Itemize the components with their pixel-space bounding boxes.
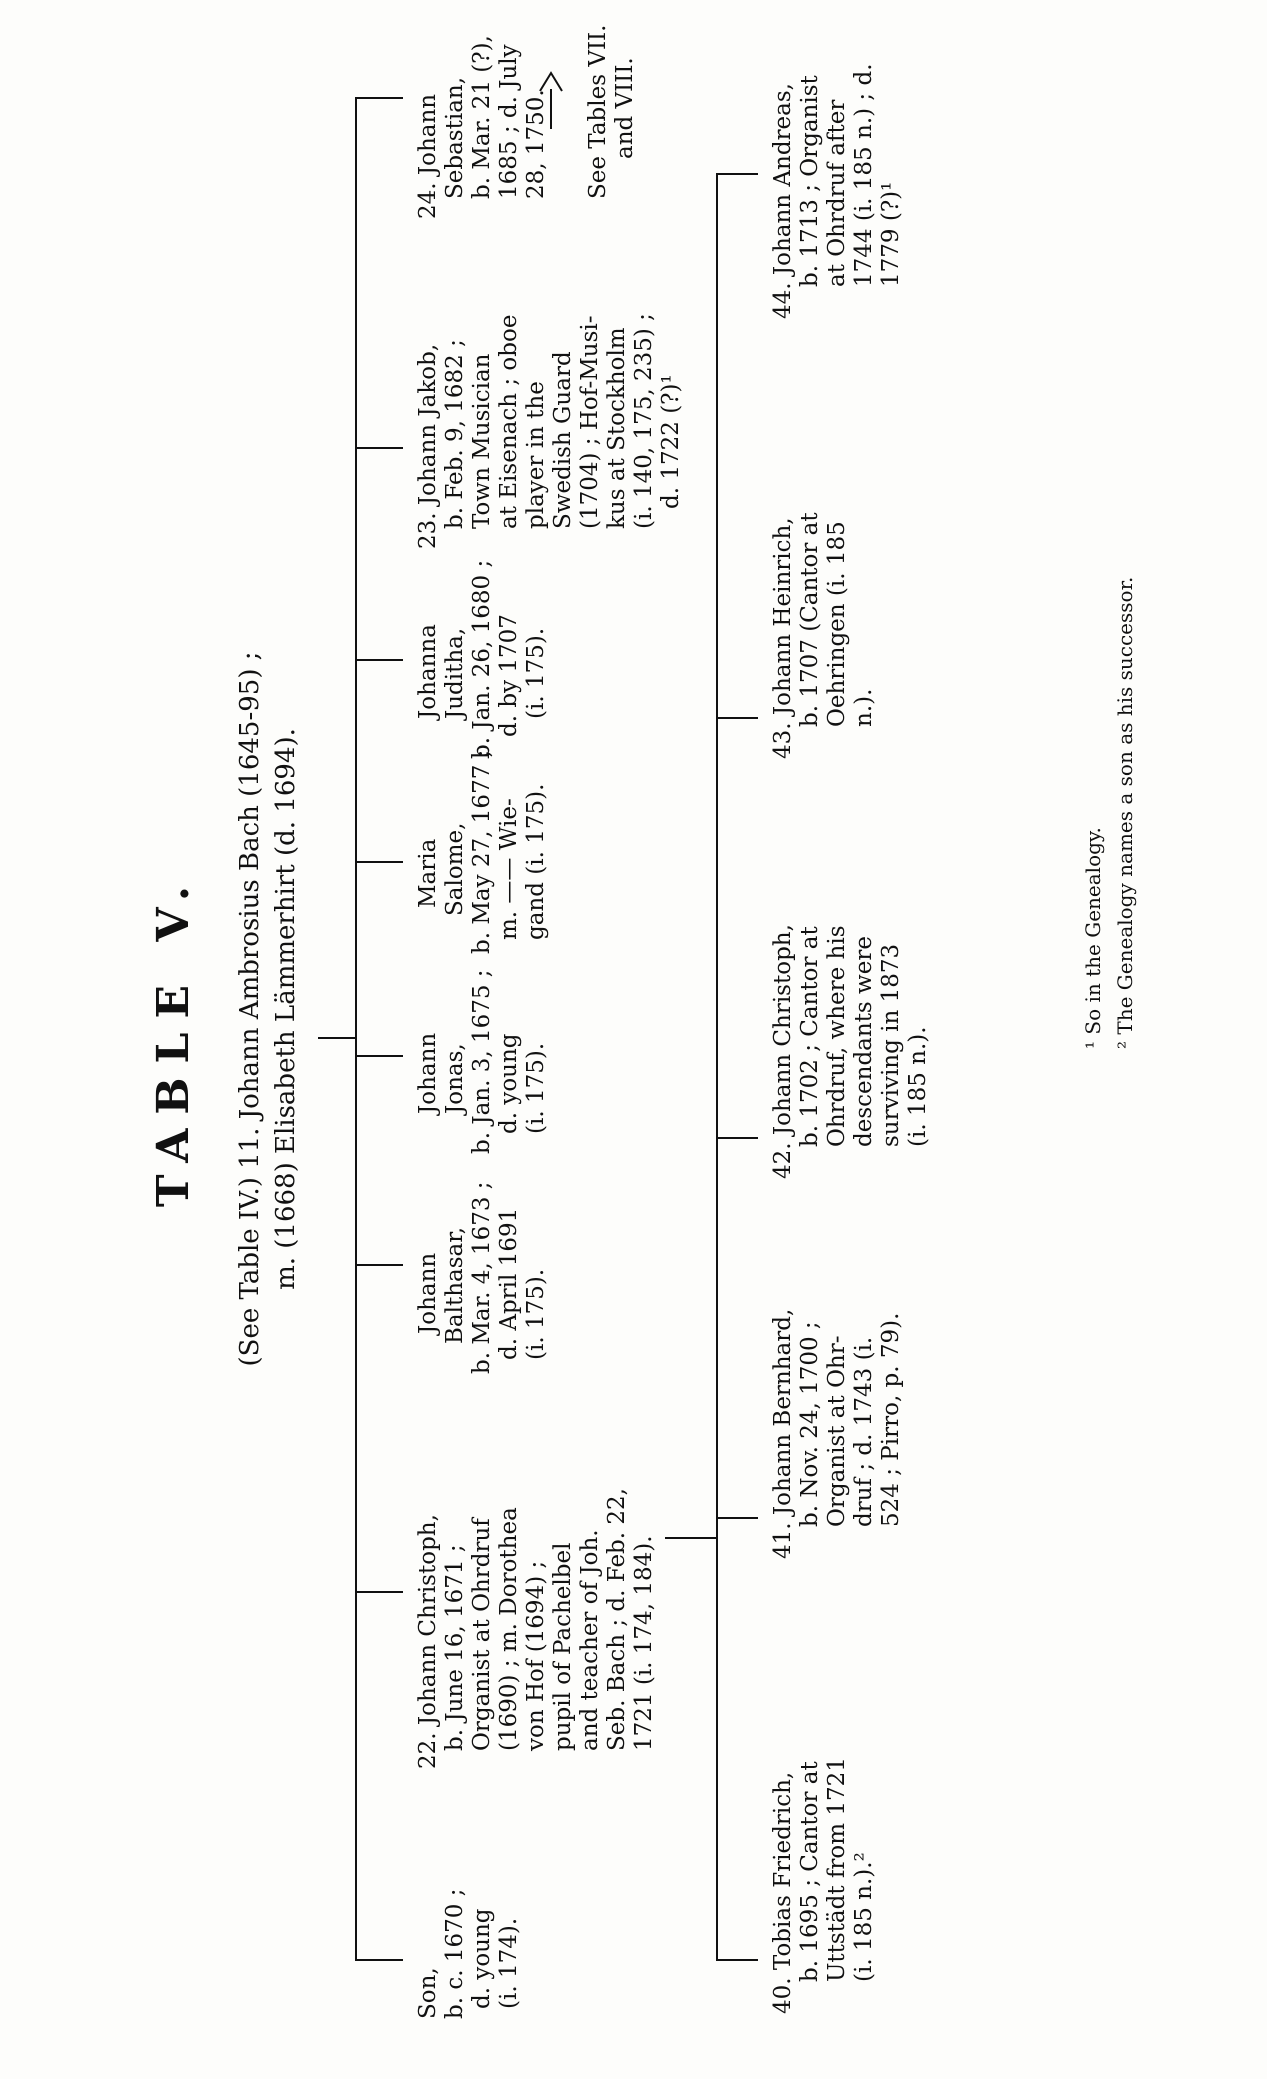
see-tables-note [585,25,639,199]
entry-line: von Hof (1694) ; [523,1560,549,1751]
grandchild-tick-4 [716,717,758,719]
entry-line: Johann [415,1252,441,1334]
child-johann-balthasar [415,1181,550,1374]
entry-line: d. by 1707 [496,614,522,737]
entry-line: b. 1713 ; Organist [797,75,823,287]
entry-line: b. 1702 ; Cantor at [797,926,823,1147]
entry-line: druf ; d. 1743 (i. [851,1336,877,1527]
child-24-johann-sebastian [415,35,550,219]
entry-line: pupil of Pachelbel [550,1542,576,1751]
entry-line: b. Nov. 24, 1700 ; [797,1321,823,1527]
entry-line: (i. 175). [523,1268,549,1360]
child-son [415,1889,523,2019]
entry-line: (i. 175). [523,1042,549,1134]
entry-line: See Tables VII. [585,24,611,199]
entry-line: d. 1722 (?)¹ [658,374,684,509]
entry-line: 1744 (i. 185 n.) ; d. [851,63,877,287]
parent-drop-line [318,1037,356,1039]
entry-line: Jonas, [442,1043,468,1114]
entry-line: (i. 174). [496,1917,522,2009]
footnote-2: ² The Genealogy names a son as his successor. [1113,576,1137,1049]
parent-line-1: (See Table IV.) 11. Johann Ambrosius Bach (1645-95) ; [235,651,265,1367]
entry-line: 1721 (i. 174, 184). [631,1535,657,1751]
child-maria-salome [415,750,550,954]
entry-line: and teacher of Joh. [577,1529,603,1751]
entry-line: 44. Johann Andreas, [770,83,796,319]
entry-line: 40. Tobias Friedrich, [770,1771,796,2014]
child-tick-8 [355,97,403,99]
c22-drop-line [665,1537,717,1539]
child-tick-7 [355,447,403,449]
entry-line: b. c. 1670 ; [442,1888,468,2019]
entry-line: d. April 1691 [496,1207,522,1360]
entry-line: Ohrdruf, where his [824,925,850,1147]
entry-line: b. Jan. 3, 1675 ; [469,969,495,1154]
entry-line: Son, [415,1967,441,2019]
grandchild-42-johann-christoph [770,924,932,1179]
see-tables-arrow-line [550,89,552,129]
child-tick-5 [355,861,403,863]
entry-line: surviving in 1873 [878,943,904,1147]
entry-line: 42. Johann Christoph, [770,924,796,1179]
grandchild-tick-1 [716,1959,758,1961]
entry-line: Oehringen (i. 185 [824,521,850,727]
entry-line: Maria [415,838,441,908]
grandchild-40-tobias-friedrich [770,1757,878,2014]
entry-line: at Eisenach ; oboe [496,314,522,529]
entry-line: 1685 ; d. July [496,44,522,199]
entry-line: 24. Johann [415,93,441,219]
grandchild-tick-3 [716,1137,758,1139]
entry-line: b. Mar. 21 (?), [469,35,495,199]
entry-line: d. young [496,1033,522,1134]
entry-line: 28, 1750. [523,89,549,199]
entry-line: (1690) ; m. Dorothea [496,1507,522,1751]
entry-line: Juditha, [442,627,468,719]
entry-line: b. May 27, 1677 ; [469,749,495,954]
entry-line: 43. Johann Heinrich, [770,517,796,759]
entry-line: Organist at Ohrdruf [469,1518,495,1751]
entry-line: (i. 185 n.).² [851,1852,877,1982]
entry-line: descendants were [851,936,877,1147]
entry-line: Johann [415,1032,441,1114]
entry-line: Town Musician [469,353,495,529]
entry-line: m. —— Wie- [496,798,522,940]
entry-line: b. Feb. 9, 1682 ; [442,339,468,529]
children-bar [355,99,357,1961]
entry-line: Sebastian, [442,76,468,199]
grandchild-41-johann-bernhard [770,1309,905,1559]
child-tick-3 [355,1264,403,1266]
grandchild-tick-5 [716,173,758,175]
entry-line: 1779 (?)¹ [878,181,904,287]
entry-line: (i. 140, 175, 235) ; [631,313,657,529]
parent-line-2: m. (1668) Elisabeth Lämmerhirt (d. 1694). [271,728,301,1290]
entry-line: Swedish Guard [550,351,576,529]
entry-line: b. Jan. 26, 1680 ; [469,559,495,759]
entry-line: gand (i. 175). [523,783,549,940]
entry-line: 22. Johann Christoph, [415,1514,441,1769]
grandchild-44-johann-andreas [770,63,905,319]
footnote-1: ¹ So in the Genealogy. [1081,827,1105,1049]
grandchild-tick-2 [716,1517,758,1519]
child-22-johann-christoph [415,1488,658,1769]
parent-entry [232,459,304,1559]
entry-line: Johanna [415,624,441,719]
entry-line: b. 1707 (Cantor at [797,512,823,727]
grandchildren-bar [716,175,718,1961]
entry-line: Organist at Ohr- [824,1335,850,1527]
entry-line: Uttstädt from 1721 [824,1757,850,1982]
arrow-right-icon [538,71,564,93]
entry-line: b. 1695 ; Cantor at [797,1761,823,1982]
child-23-johann-jakob [415,313,685,549]
entry-line: b. June 16, 1671 ; [442,1544,468,1751]
entry-line: Balthasar, [442,1226,468,1344]
entry-line: (i. 185 n.). [905,1026,931,1147]
grandchild-43-johann-heinrich [770,512,878,759]
entry-line: player in the [523,381,549,529]
entry-line: 23. Johann Jakob, [415,343,441,549]
entry-line: kus at Stockholm [604,327,630,529]
table-title: TABLE V. [148,871,199,1208]
child-johann-jonas [415,969,550,1154]
entry-line: Salome, [442,822,468,916]
entry-line: at Ohrdruf after [824,99,850,287]
child-tick-1 [355,1959,403,1961]
entry-line: 41. Johann Bernhard, [770,1308,796,1559]
entry-line: (1704) ; Hof-Musi- [577,315,603,529]
child-tick-6 [355,659,403,661]
entry-line: b. Mar. 4, 1673 ; [469,1181,495,1374]
entry-line: d. young [469,1908,495,2009]
entry-line: n.). [851,688,877,727]
entry-line: Seb. Bach ; d. Feb. 22, [604,1488,630,1751]
entry-line: (i. 175). [523,627,549,719]
child-tick-2 [355,1591,403,1593]
entry-line: 524 ; Pirro, p. 79). [878,1312,904,1527]
child-johanna-juditha [415,560,550,759]
child-tick-4 [355,1055,403,1057]
entry-line: and VIII. [612,57,638,159]
